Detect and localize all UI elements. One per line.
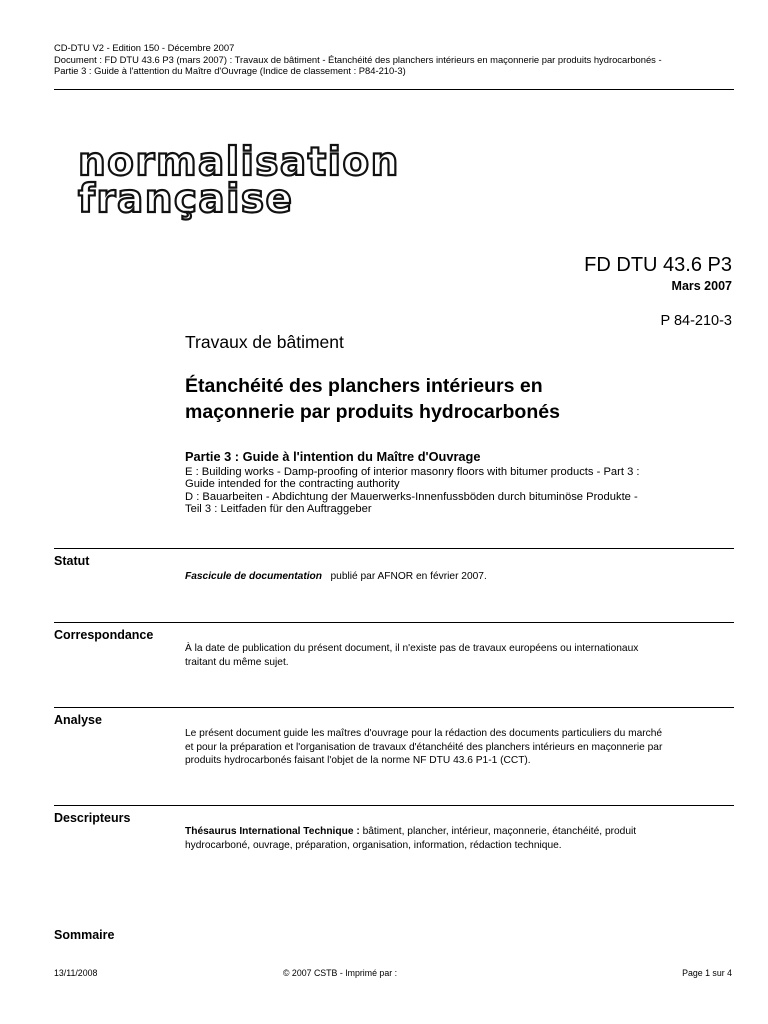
header-divider bbox=[54, 89, 734, 90]
german-title-line-2: Teil 3 : Leitfaden für den Auftraggeber bbox=[185, 503, 372, 516]
footer-date: 13/11/2008 bbox=[54, 968, 98, 978]
analyse-line-3: produits hydrocarbonés faisant l'objet de la norme NF DTU 43.6 P1-1 (CCT). bbox=[185, 755, 531, 767]
analyse-label: Analyse bbox=[54, 713, 102, 727]
title-line-1: Étanchéité des planchers intérieurs en bbox=[185, 375, 543, 397]
document-date: Mars 2007 bbox=[671, 279, 732, 293]
footer-page-number: Page 1 sur 4 bbox=[682, 968, 732, 978]
normalisation-francaise-logo bbox=[78, 140, 400, 222]
statut-label: Statut bbox=[54, 554, 90, 568]
document-title bbox=[185, 373, 705, 425]
analyse-text bbox=[185, 727, 735, 768]
section-divider bbox=[54, 548, 734, 549]
statut-body: publié par AFNOR en février 2007. bbox=[330, 571, 487, 582]
german-title-line-1: D : Bauarbeiten - Abdichtung der Mauerwerks-Innenfussböden durch bituminöse Produkte - bbox=[185, 490, 638, 503]
descripteurs-line-2: hydrocarboné, ouvrage, préparation, organisation, information, rédaction technique. bbox=[185, 839, 562, 851]
descripteurs-line-1: bâtiment, plancher, intérieur, maçonnerie, étanchéité, produit bbox=[362, 826, 637, 837]
header-line-2: Document : FD DTU 43.6 P3 (mars 2007) : Travaux de bâtiment - Étanchéité des planchers intérieurs en maçonnerie par produits hydrocarbonés - bbox=[54, 53, 662, 65]
sommaire-label: Sommaire bbox=[54, 928, 115, 942]
analyse-line-2: et pour la préparation et l'organisation de travaux d'étanchéité des planchers intérieurs en maçonnerie par bbox=[185, 741, 663, 753]
english-title-line-2: Guide intended for the contracting authority bbox=[185, 478, 400, 491]
english-title-line-1: E : Building works - Damp-proofing of interior masonry floors with bitumer products - Part 3 : bbox=[185, 466, 640, 478]
descripteurs-label: Descripteurs bbox=[54, 811, 131, 825]
header-line-1: CD-DTU V2 - Edition 150 - Décembre 2007 bbox=[54, 42, 235, 53]
logo-line-2: française bbox=[78, 177, 294, 222]
section-divider bbox=[54, 805, 734, 806]
classification-index: P 84-210-3 bbox=[660, 313, 732, 329]
part-title: Partie 3 : Guide à l'intention du Maître d'Ouvrage bbox=[185, 449, 481, 464]
correspondance-label: Correspondance bbox=[54, 628, 154, 642]
correspondance-line-2: traitant du même sujet. bbox=[185, 656, 289, 668]
series-title: Travaux de bâtiment bbox=[185, 332, 344, 352]
statut-text bbox=[185, 570, 735, 584]
translated-titles bbox=[185, 466, 725, 516]
title-line-2: maçonnerie par produits hydrocarbonés bbox=[185, 401, 560, 423]
document-code: FD DTU 43.6 P3 bbox=[584, 254, 732, 276]
correspondance-text bbox=[185, 642, 735, 669]
correspondance-line-1: À la date de publication du présent document, il n'existe pas de travaux européens ou internationaux bbox=[185, 643, 639, 654]
analyse-line-1: Le présent document guide les maîtres d'ouvrage pour la rédaction des documents particuliers du marché bbox=[185, 728, 663, 739]
logo-line-1: normalisation bbox=[78, 140, 400, 185]
statut-emphasis: Fascicule de documentation bbox=[185, 571, 322, 582]
section-divider bbox=[54, 622, 734, 623]
thesaurus-label: Thésaurus International Technique : bbox=[185, 826, 360, 837]
section-divider bbox=[54, 707, 734, 708]
document-header bbox=[54, 42, 734, 77]
footer-copyright: © 2007 CSTB - Imprimé par : bbox=[283, 968, 398, 978]
header-line-3: Partie 3 : Guide à l'attention du Maître d'Ouvrage (Indice de classement : P84-210-3) bbox=[54, 65, 406, 76]
descripteurs-text bbox=[185, 825, 735, 852]
